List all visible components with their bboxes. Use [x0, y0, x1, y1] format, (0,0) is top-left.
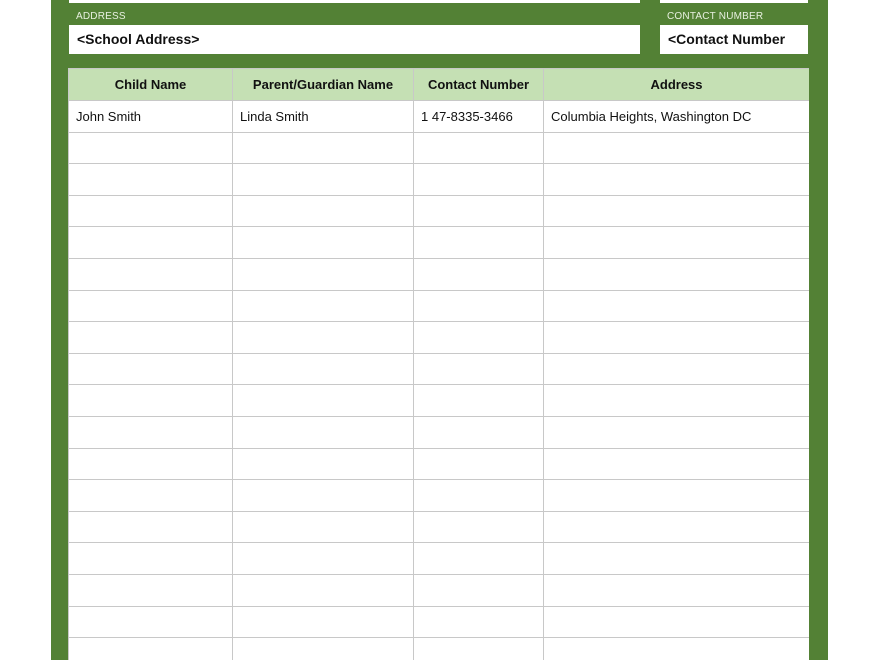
child-name-cell[interactable] — [69, 480, 233, 512]
form-background — [51, 0, 828, 660]
contact-number-label: CONTACT NUMBER — [667, 11, 764, 22]
address-cell[interactable] — [544, 543, 810, 575]
column-header-parent-guardian-name: Parent/Guardian Name — [233, 69, 414, 101]
contact-number-cell[interactable] — [414, 606, 544, 638]
address-cell[interactable] — [544, 574, 810, 606]
table-row — [69, 353, 810, 385]
table-row — [69, 227, 810, 259]
contact-number-cell[interactable] — [414, 574, 544, 606]
address-cell[interactable] — [544, 448, 810, 480]
table-row — [69, 480, 810, 512]
previous-field-edge — [69, 0, 640, 3]
address-cell[interactable] — [544, 606, 810, 638]
address-cell[interactable] — [544, 385, 810, 417]
table-row — [69, 322, 810, 354]
contact-number-cell[interactable] — [414, 195, 544, 227]
parent-guardian-name-cell[interactable] — [233, 416, 414, 448]
address-cell[interactable] — [544, 480, 810, 512]
parent-guardian-name-cell[interactable] — [233, 606, 414, 638]
address-cell[interactable] — [544, 164, 810, 196]
contact-number-cell[interactable] — [414, 353, 544, 385]
child-name-cell[interactable] — [69, 132, 233, 164]
contact-number-cell[interactable] — [414, 227, 544, 259]
table-row — [69, 164, 810, 196]
address-cell[interactable] — [544, 416, 810, 448]
address-cell[interactable] — [544, 353, 810, 385]
column-header-contact-number: Contact Number — [414, 69, 544, 101]
address-cell[interactable]: Columbia Heights, Washington DC — [544, 101, 810, 133]
parent-guardian-name-cell[interactable]: Linda Smith — [233, 101, 414, 133]
address-cell[interactable] — [544, 638, 810, 660]
contact-number-cell[interactable] — [414, 164, 544, 196]
child-name-cell[interactable] — [69, 322, 233, 354]
table-header-row — [69, 69, 810, 101]
parent-guardian-name-cell[interactable] — [233, 385, 414, 417]
table-row — [69, 101, 810, 133]
column-header-child-name: Child Name — [69, 69, 233, 101]
table-row — [69, 606, 810, 638]
parent-guardian-name-cell[interactable] — [233, 543, 414, 575]
child-name-cell[interactable] — [69, 416, 233, 448]
child-name-cell[interactable] — [69, 353, 233, 385]
address-field[interactable]: <School Address> — [69, 25, 640, 54]
contact-number-cell[interactable] — [414, 543, 544, 575]
parent-guardian-name-cell[interactable] — [233, 164, 414, 196]
child-name-cell[interactable] — [69, 606, 233, 638]
address-cell[interactable] — [544, 132, 810, 164]
table-row — [69, 416, 810, 448]
address-cell[interactable] — [544, 195, 810, 227]
contact-number-cell[interactable] — [414, 322, 544, 354]
table-row — [69, 258, 810, 290]
child-name-cell[interactable] — [69, 195, 233, 227]
contact-number-cell[interactable] — [414, 448, 544, 480]
contact-number-cell[interactable] — [414, 132, 544, 164]
parent-guardian-name-cell[interactable] — [233, 195, 414, 227]
child-name-cell[interactable] — [69, 164, 233, 196]
child-name-cell[interactable]: John Smith — [69, 101, 233, 133]
child-name-cell[interactable] — [69, 448, 233, 480]
column-header-address: Address — [544, 69, 810, 101]
parent-guardian-name-cell[interactable] — [233, 511, 414, 543]
child-name-cell[interactable] — [69, 385, 233, 417]
contact-number-cell[interactable] — [414, 480, 544, 512]
parent-guardian-name-cell[interactable] — [233, 353, 414, 385]
parent-guardian-name-cell[interactable] — [233, 258, 414, 290]
address-cell[interactable] — [544, 227, 810, 259]
contact-number-cell[interactable] — [414, 638, 544, 660]
contacts-table — [68, 68, 809, 660]
table-row — [69, 448, 810, 480]
child-name-cell[interactable] — [69, 290, 233, 322]
parent-guardian-name-cell[interactable] — [233, 480, 414, 512]
previous-field-edge — [660, 0, 808, 3]
child-name-cell[interactable] — [69, 258, 233, 290]
parent-guardian-name-cell[interactable] — [233, 132, 414, 164]
contact-number-cell[interactable] — [414, 290, 544, 322]
contact-number-cell[interactable] — [414, 511, 544, 543]
child-name-cell[interactable] — [69, 227, 233, 259]
table-row — [69, 195, 810, 227]
parent-guardian-name-cell[interactable] — [233, 574, 414, 606]
child-name-cell[interactable] — [69, 638, 233, 660]
contact-number-cell[interactable] — [414, 416, 544, 448]
table-row — [69, 132, 810, 164]
parent-guardian-name-cell[interactable] — [233, 290, 414, 322]
contact-number-field[interactable]: <Contact Number — [660, 25, 808, 54]
address-cell[interactable] — [544, 290, 810, 322]
parent-guardian-name-cell[interactable] — [233, 227, 414, 259]
table-row — [69, 638, 810, 660]
parent-guardian-name-cell[interactable] — [233, 448, 414, 480]
child-name-cell[interactable] — [69, 574, 233, 606]
contacts-table-container — [68, 68, 809, 660]
child-name-cell[interactable] — [69, 543, 233, 575]
table-row — [69, 574, 810, 606]
contact-number-cell[interactable]: 1 47-8335-3466 — [414, 101, 544, 133]
parent-guardian-name-cell[interactable] — [233, 322, 414, 354]
parent-guardian-name-cell[interactable] — [233, 638, 414, 660]
table-row — [69, 543, 810, 575]
child-name-cell[interactable] — [69, 511, 233, 543]
table-row — [69, 290, 810, 322]
address-cell[interactable] — [544, 322, 810, 354]
contact-number-cell[interactable] — [414, 385, 544, 417]
address-cell[interactable] — [544, 258, 810, 290]
table-row — [69, 511, 810, 543]
contact-number-cell[interactable] — [414, 258, 544, 290]
address-label: ADDRESS — [76, 11, 126, 22]
address-cell[interactable] — [544, 511, 810, 543]
table-row — [69, 385, 810, 417]
table-body — [69, 101, 810, 660]
